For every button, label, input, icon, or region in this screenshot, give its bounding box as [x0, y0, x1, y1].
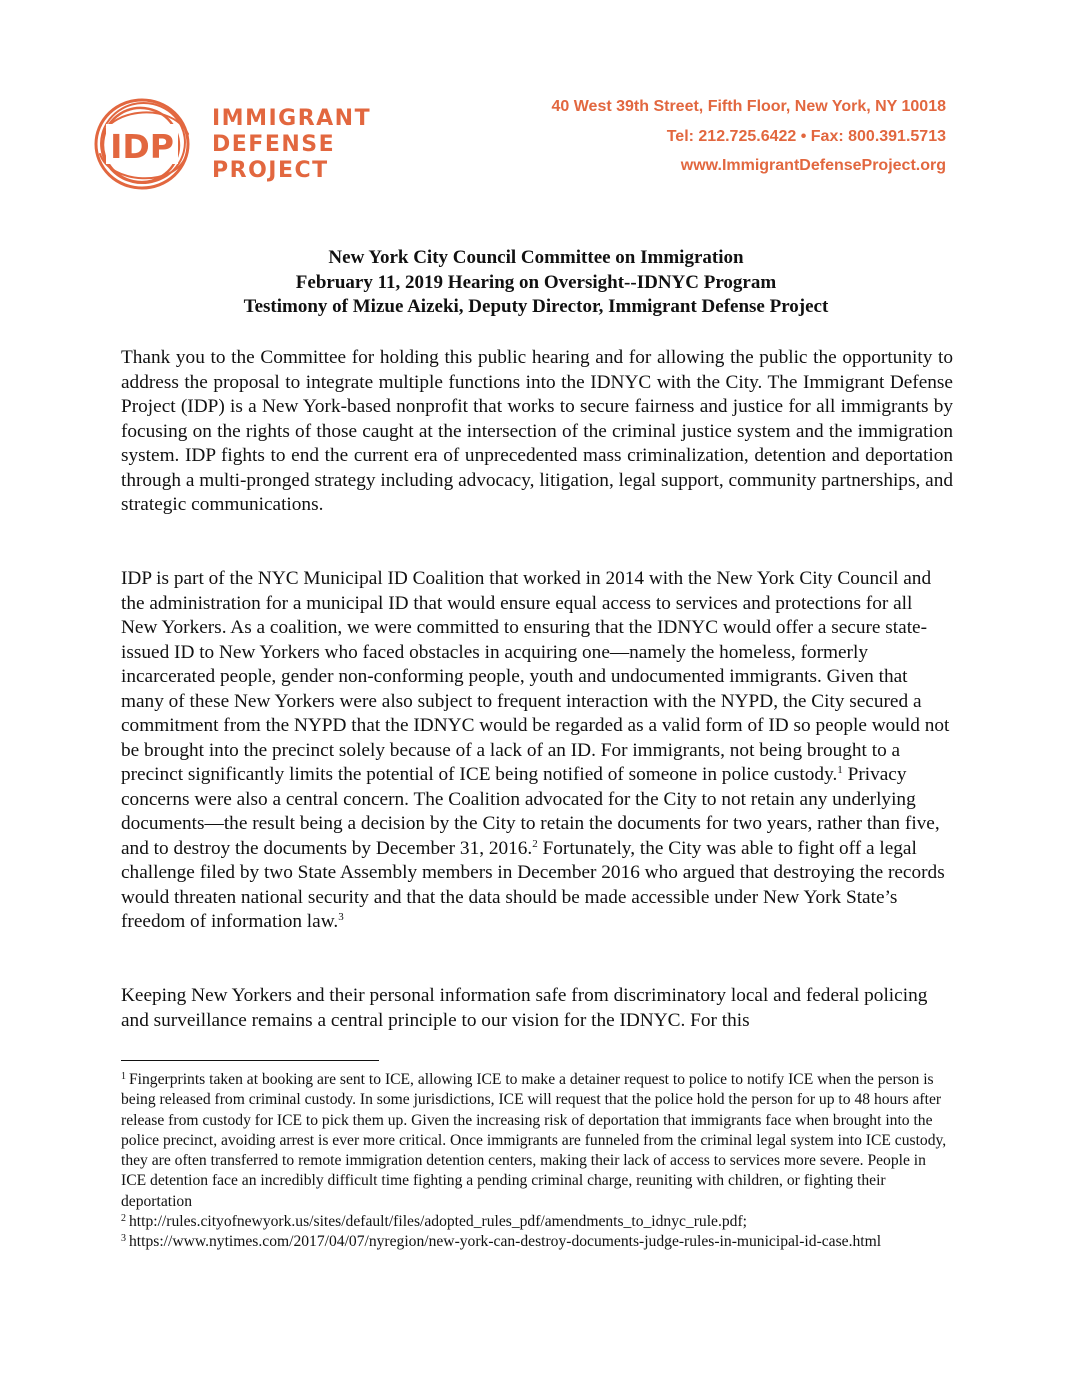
- paragraph-text: Fortunately, the City was able to fight off a legal challenge filed by two State Assembly members in December 2016 who argued that destroying the records would threaten national security and that the data should be made accessible under New York State’s freedom of information law.: [121, 837, 945, 932]
- contact-phone-fax: Tel: 212.725.6422 • Fax: 800.391.5713: [666, 127, 946, 145]
- document-title: [120, 246, 952, 320]
- title-line-committee: New York City Council Committee on Immigration: [328, 247, 744, 268]
- body-paragraph-coalition: [121, 567, 953, 935]
- footnotes: [121, 1070, 953, 1253]
- footnote-2: [121, 1212, 953, 1232]
- logo-word-immigrant: IMMIGRANT: [212, 106, 372, 131]
- logo-word-defense: DEFENSE: [212, 132, 336, 157]
- contact-address: 40 West 39th Street, Fifth Floor, New York, NY 10018: [551, 98, 946, 115]
- body-paragraph-intro: Thank you to the Committee for holding this public hearing and for allowing the public the opportunity to address the proposal to integrate multiple functions into the IDNYC with the City. The Immigrant Defense Project (IDP) is a New York-based nonprofit that works to secure fairness and justice for all immigrants by focusing on the rights of those caught at the intersection of the criminal justice system and the immigration system. IDP fights to end the current era of unprecedented mass criminalization, detention and deportation through a multi-pronged strategy including advocacy, litigation, legal support, community partnerships, and strategic communications.: [121, 347, 953, 515]
- idp-logo: [92, 96, 372, 192]
- logo-mark-text: IDP: [110, 127, 174, 166]
- footnote-number: 1: [121, 1071, 126, 1082]
- footnote-text: Fingerprints taken at booking are sent to ICE, allowing ICE to make a detainer request to police to notify ICE when the person is being released from criminal custody. In some jurisdictions, ICE will request that the police hold the person for up to 48 hours after release from custody for ICE to pick them up. Given the increasing risk of deportation that immigrants face when brought into the police precinct, avoiding arrest is ever more critical. Once immigrants are funneled from the criminal legal system into ICE custody, they are often transferred to remote immigration detention centers, making their lack of access to services more severe. People in ICE detention face an incredibly difficult time fighting a pending criminal charge, reuniting with children, or fighting their deportation: [121, 1071, 947, 1210]
- footnote-link[interactable]: https://www.nytimes.com/2017/04/07/nyregion/new-york-can-destroy-documents-judge-rules-in-municipal-id-case.html: [129, 1233, 882, 1251]
- contact-block: [551, 92, 946, 181]
- footnote-ref-3: 3: [338, 911, 344, 923]
- logo-wordmark: [212, 106, 371, 184]
- body-paragraph-principle: Keeping New Yorkers and their personal information safe from discriminatory local and federal policing and surveillance remains a central principle to our vision for the IDNYC. For this: [121, 985, 928, 1031]
- contact-website: www.ImmigrantDefenseProject.org: [680, 157, 946, 174]
- idp-circle-logo-icon: [92, 96, 204, 192]
- footnote-ref-2: 2: [532, 837, 538, 850]
- title-line-testimony: Testimony of Mizue Aizeki, Deputy Director, Immigrant Defense Project: [243, 296, 829, 317]
- footnote-ref-1: 1: [837, 764, 843, 776]
- footnote-link[interactable]: http://rules.cityofnewyork.us/sites/default/files/adopted_rules_pdf/amendments_to_idnyc_rule.pdf;: [129, 1213, 747, 1231]
- title-line-hearing: February 11, 2019 Hearing on Oversight--IDNYC Program: [295, 271, 777, 293]
- footnote-1: [121, 1070, 953, 1212]
- footnote-divider: [121, 1060, 379, 1061]
- footnote-3: [121, 1232, 953, 1252]
- paragraph-text: IDP is part of the NYC Municipal ID Coalition that worked in 2014 with the New York City Council and the administration for a municipal ID that would ensure equal access to services and protections for all New Yorkers. As a coalition, we were committed to ensuring that the IDNYC would offer a secure state-issued ID to New Yorkers who faced obstacles in acquiring one—namely the homeless, formerly incarcerated people, gender non-conforming people, youth and undocumented immigrants. Given that many of these New Yorkers were also subject to frequent interaction with the NYPD, the City secured a commitment from the NYPD that the IDNYC would be regarded as a valid form of ID so people would not be brought into the precinct solely because of a lack of an ID. For immigrants, not being brought to a precinct significantly limits the potential of ICE being notified of someone in police custody.: [121, 568, 950, 785]
- footnote-number: 2: [121, 1213, 126, 1225]
- footnote-number: 3: [121, 1233, 126, 1245]
- paragraph-text: Privacy concerns were also a central concern. The Coalition advocated for the City to not retain any underlying documents—the result being a decision by the City to retain the documents for two years, rather than five, and to destroy the documents by December 31, 2016.: [121, 764, 940, 859]
- logo-word-project: PROJECT: [212, 158, 329, 183]
